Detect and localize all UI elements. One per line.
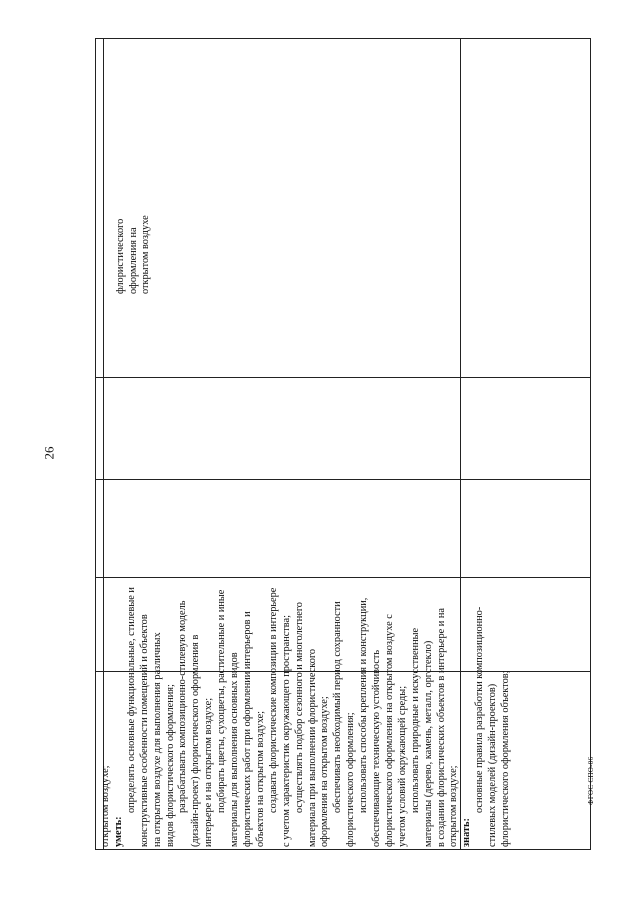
cell-text-line: объектов на открытом воздухе; bbox=[254, 710, 266, 847]
cell-text-line: флористического оформления на открытом воздухе с bbox=[383, 614, 395, 847]
cell-text-line: использовать природные и искусственные bbox=[409, 627, 421, 813]
cell-text-line: подбирать цветы, сухоцветы, растительные и иные bbox=[216, 589, 228, 813]
cell-text-line: флористического оформления; bbox=[345, 712, 357, 847]
module-title-line: открытом воздухе bbox=[140, 215, 152, 294]
cell-text-line: видов флористического оформления; bbox=[164, 684, 176, 847]
document-table bbox=[95, 38, 591, 850]
cell-text-line: материалы для выполнения основных видов bbox=[229, 652, 241, 847]
module-title-cell bbox=[115, 94, 153, 294]
cell-text-line: создавать флористические композиции в интерьере bbox=[267, 587, 279, 813]
cell-text-line: основные правила разработки композиционно- bbox=[474, 606, 486, 813]
cell-text-line: использовать способы крепления и конструкции, bbox=[358, 597, 370, 813]
footer-standard-code: ФГОС СПО-06 bbox=[587, 756, 595, 805]
cell-text-line: материалы (дерево, камень, металл, оргстекло) bbox=[422, 640, 434, 847]
module-title-line: флористического bbox=[115, 218, 126, 294]
cell-text-line: разрабатывать композиционно-стилевую модель bbox=[177, 600, 189, 813]
cell-text-line: осуществлять подбор сезонного и многолетнего bbox=[293, 602, 305, 813]
cell-text-line: открытом воздухе; bbox=[100, 765, 111, 847]
cell-text-line: интерьере и на открытом воздухе; bbox=[203, 697, 215, 847]
cell-text-line: флористических работ при оформлении интерьеров и bbox=[241, 611, 253, 847]
cell-text-line: обеспечивать необходимый период сохранности bbox=[332, 601, 344, 813]
cell-text-line: в создании флористических объектов в интерьере и на bbox=[435, 608, 447, 847]
cell-text-line: обеспечивающие техническую устойчивость bbox=[371, 649, 383, 847]
cell-text-line: на открытом воздухе для выполнения различных bbox=[151, 632, 163, 847]
page-number: 26 bbox=[41, 446, 57, 460]
skills-knowledge-cell bbox=[100, 42, 513, 847]
module-title-line: оформления на bbox=[127, 227, 139, 294]
cell-text-line: стилевых моделей (дизайн-проектов) bbox=[487, 683, 499, 847]
cell-text-line: конструктивные особенности помещений и объектов bbox=[138, 614, 150, 847]
cell-text-line: открытом воздухе; bbox=[448, 765, 460, 847]
cell-text-line: (дизайн-проект) флористического оформления в bbox=[190, 634, 202, 847]
cell-text-line: с учетом характеристик окружающего пространства; bbox=[280, 615, 292, 847]
cell-text-line: определять основные функциональные, стилевые и bbox=[125, 587, 137, 813]
cell-text-line: оформления на открытом воздухе; bbox=[319, 696, 331, 847]
cell-text-line: флористического оформления объектов; bbox=[500, 670, 512, 847]
cell-text-line: уметь: bbox=[112, 816, 124, 847]
cell-text-line: знать: bbox=[461, 818, 473, 847]
cell-text-line: учетом условий окружающей среды; bbox=[396, 685, 408, 847]
cell-text-line: материала при выполнении флористического bbox=[306, 648, 318, 847]
